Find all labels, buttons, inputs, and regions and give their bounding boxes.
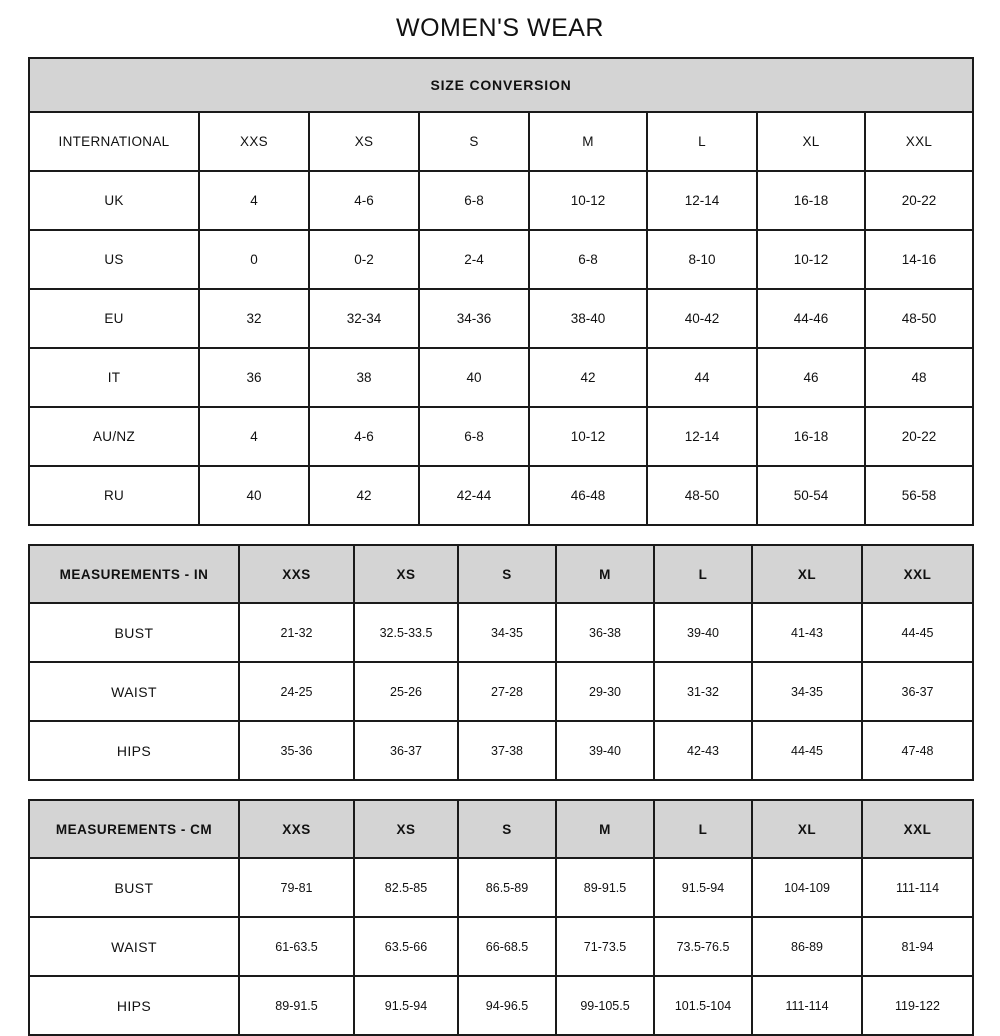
row-label: BUST: [29, 603, 239, 662]
row-label: IT: [29, 348, 199, 407]
size-conversion-table: [28, 57, 974, 526]
cell-value: 50-54: [757, 466, 865, 525]
cell-value: 4-6: [309, 407, 419, 466]
cell-value: 20-22: [865, 171, 973, 230]
header-measurements-in: MEASUREMENTS - IN: [29, 545, 239, 603]
row-label: EU: [29, 289, 199, 348]
row-label: BUST: [29, 858, 239, 917]
cell-value: 35-36: [239, 721, 354, 780]
cell-value: 32-34: [309, 289, 419, 348]
cell-value: 0: [199, 230, 309, 289]
cell-value: 10-12: [529, 171, 647, 230]
header-s: S: [458, 545, 556, 603]
cell-value: 36-38: [556, 603, 654, 662]
header-xs: XS: [354, 800, 458, 858]
cell-value: 73.5-76.5: [654, 917, 752, 976]
cell-value: 89-91.5: [556, 858, 654, 917]
cell-value: 2-4: [419, 230, 529, 289]
table-row: [29, 603, 973, 662]
cell-value: 94-96.5: [458, 976, 556, 1035]
cell-value: 40: [199, 466, 309, 525]
header-xl: XL: [757, 112, 865, 171]
cell-value: 34-36: [419, 289, 529, 348]
cell-value: 12-14: [647, 171, 757, 230]
table-row: [29, 407, 973, 466]
header-xxs: XXS: [239, 545, 354, 603]
cell-value: 39-40: [556, 721, 654, 780]
cell-value: 48: [865, 348, 973, 407]
cell-value: 61-63.5: [239, 917, 354, 976]
row-label: UK: [29, 171, 199, 230]
cell-value: 12-14: [647, 407, 757, 466]
row-label: US: [29, 230, 199, 289]
size-conversion-banner: SIZE CONVERSION: [29, 58, 973, 112]
table-row: [29, 662, 973, 721]
header-xs: XS: [354, 545, 458, 603]
cell-value: 36-37: [862, 662, 973, 721]
cell-value: 104-109: [752, 858, 862, 917]
cell-value: 20-22: [865, 407, 973, 466]
cell-value: 14-16: [865, 230, 973, 289]
cell-value: 21-32: [239, 603, 354, 662]
cell-value: 36: [199, 348, 309, 407]
cell-value: 44-45: [862, 603, 973, 662]
table-row: [29, 289, 973, 348]
cell-value: 86-89: [752, 917, 862, 976]
page-title: WOMEN'S WEAR: [396, 14, 604, 42]
cell-value: 44-45: [752, 721, 862, 780]
cell-value: 82.5-85: [354, 858, 458, 917]
cell-value: 10-12: [529, 407, 647, 466]
cell-value: 34-35: [458, 603, 556, 662]
cell-value: 40: [419, 348, 529, 407]
row-label: HIPS: [29, 721, 239, 780]
cell-value: 8-10: [647, 230, 757, 289]
measurements-inches-table: [28, 544, 974, 781]
cell-value: 44-46: [757, 289, 865, 348]
table-row: [29, 858, 973, 917]
cell-value: 31-32: [654, 662, 752, 721]
cell-value: 71-73.5: [556, 917, 654, 976]
cell-value: 39-40: [654, 603, 752, 662]
cell-value: 6-8: [419, 407, 529, 466]
header-l: L: [654, 545, 752, 603]
header-xs: XS: [309, 112, 419, 171]
header-measurements-cm: MEASUREMENTS - CM: [29, 800, 239, 858]
cell-value: 37-38: [458, 721, 556, 780]
cell-value: 10-12: [757, 230, 865, 289]
cell-value: 38: [309, 348, 419, 407]
cell-value: 34-35: [752, 662, 862, 721]
cell-value: 63.5-66: [354, 917, 458, 976]
header-xl: XL: [752, 800, 862, 858]
table-header-row: [29, 112, 973, 171]
cell-value: 25-26: [354, 662, 458, 721]
cell-value: 38-40: [529, 289, 647, 348]
row-label: WAIST: [29, 662, 239, 721]
header-xxs: XXS: [199, 112, 309, 171]
header-xxs: XXS: [239, 800, 354, 858]
cell-value: 48-50: [647, 466, 757, 525]
row-label: AU/NZ: [29, 407, 199, 466]
cell-value: 42: [529, 348, 647, 407]
cell-value: 0-2: [309, 230, 419, 289]
table-header-row: [29, 545, 973, 603]
table-row: [29, 348, 973, 407]
cell-value: 56-58: [865, 466, 973, 525]
header-xxl: XXL: [862, 545, 973, 603]
cell-value: 6-8: [529, 230, 647, 289]
table-header-row: [29, 800, 973, 858]
header-xxl: XXL: [862, 800, 973, 858]
header-xxl: XXL: [865, 112, 973, 171]
cell-value: 48-50: [865, 289, 973, 348]
table-row: [29, 976, 973, 1035]
cell-value: 42-44: [419, 466, 529, 525]
cell-value: 91.5-94: [654, 858, 752, 917]
header-m: M: [556, 545, 654, 603]
table-row: [29, 466, 973, 525]
cell-value: 4-6: [309, 171, 419, 230]
header-l: L: [647, 112, 757, 171]
cell-value: 4: [199, 407, 309, 466]
cell-value: 46-48: [529, 466, 647, 525]
cell-value: 86.5-89: [458, 858, 556, 917]
header-m: M: [556, 800, 654, 858]
table-row: [29, 230, 973, 289]
cell-value: 46: [757, 348, 865, 407]
table-row: [29, 171, 973, 230]
header-xl: XL: [752, 545, 862, 603]
cell-value: 79-81: [239, 858, 354, 917]
table-row: [29, 917, 973, 976]
cell-value: 32: [199, 289, 309, 348]
cell-value: 101.5-104: [654, 976, 752, 1035]
table-row: [29, 721, 973, 780]
cell-value: 16-18: [757, 171, 865, 230]
header-s: S: [458, 800, 556, 858]
cell-value: 40-42: [647, 289, 757, 348]
header-m: M: [529, 112, 647, 171]
cell-value: 41-43: [752, 603, 862, 662]
cell-value: 89-91.5: [239, 976, 354, 1035]
measurements-cm-table: [28, 799, 974, 1036]
row-label: HIPS: [29, 976, 239, 1035]
cell-value: 42: [309, 466, 419, 525]
header-l: L: [654, 800, 752, 858]
table-banner-row: [29, 58, 973, 112]
cell-value: 36-37: [354, 721, 458, 780]
row-label: WAIST: [29, 917, 239, 976]
cell-value: 99-105.5: [556, 976, 654, 1035]
cell-value: 16-18: [757, 407, 865, 466]
cell-value: 81-94: [862, 917, 973, 976]
header-s: S: [419, 112, 529, 171]
cell-value: 47-48: [862, 721, 973, 780]
cell-value: 6-8: [419, 171, 529, 230]
cell-value: 24-25: [239, 662, 354, 721]
cell-value: 66-68.5: [458, 917, 556, 976]
cell-value: 111-114: [752, 976, 862, 1035]
cell-value: 44: [647, 348, 757, 407]
header-international: INTERNATIONAL: [29, 112, 199, 171]
cell-value: 119-122: [862, 976, 973, 1035]
row-label: RU: [29, 466, 199, 525]
cell-value: 42-43: [654, 721, 752, 780]
cell-value: 4: [199, 171, 309, 230]
cell-value: 32.5-33.5: [354, 603, 458, 662]
cell-value: 29-30: [556, 662, 654, 721]
cell-value: 111-114: [862, 858, 973, 917]
cell-value: 27-28: [458, 662, 556, 721]
cell-value: 91.5-94: [354, 976, 458, 1035]
